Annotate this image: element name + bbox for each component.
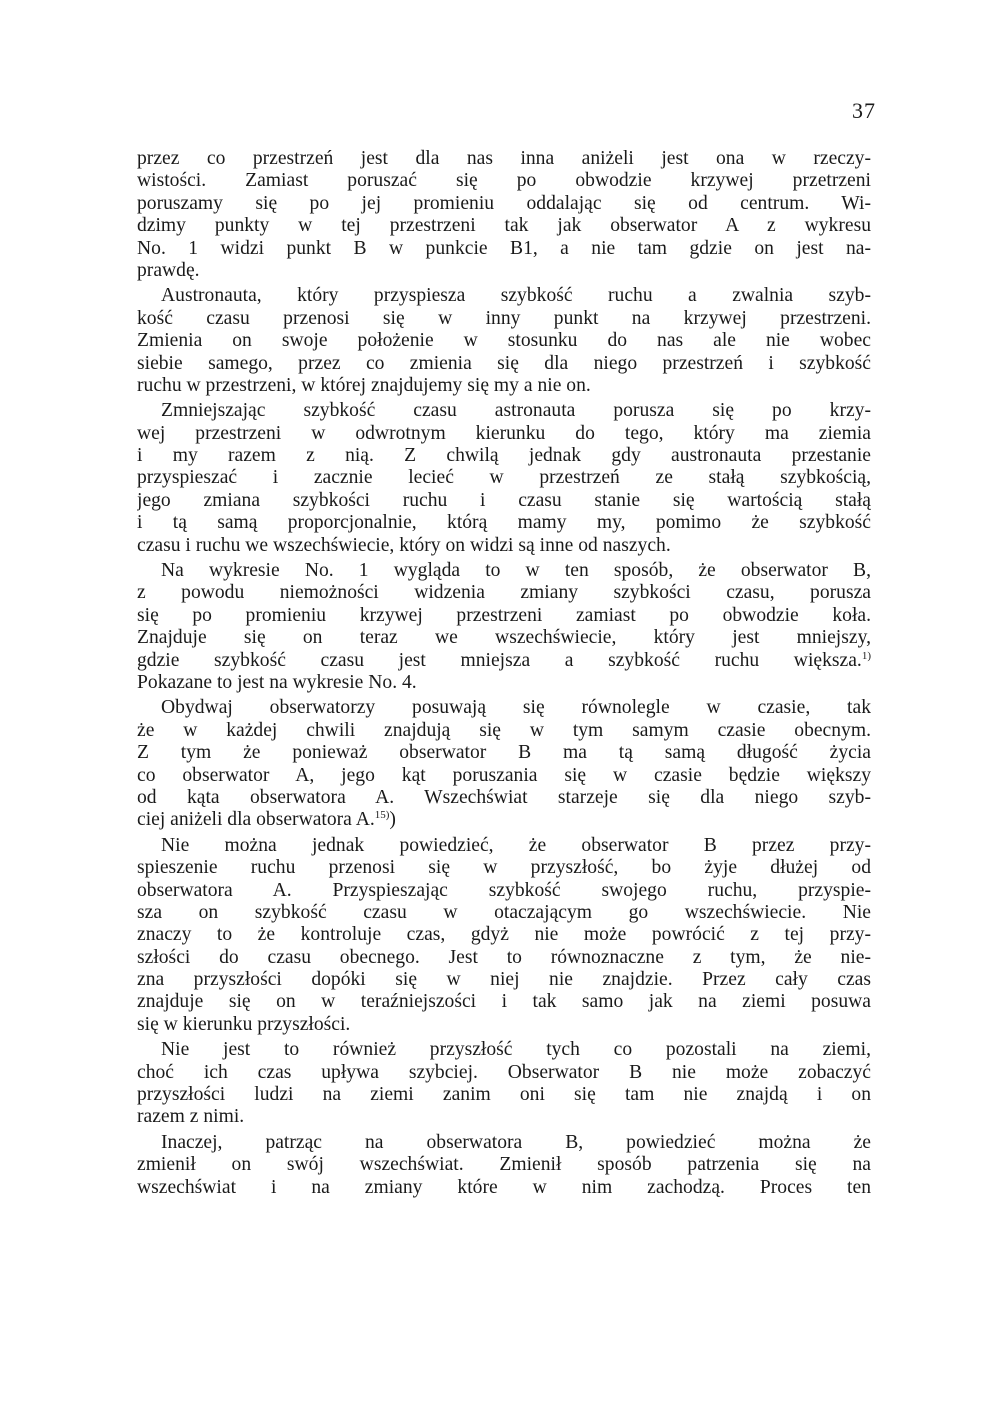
text-line — [137, 1106, 871, 1128]
text-line — [137, 1039, 871, 1061]
text-line-content: ciej aniżeli dla obserwatora A. — [137, 809, 375, 831]
text-line-content: Austronauta, który przyspiesza szybkość ruchu a zwalnia szyb- — [161, 285, 871, 307]
text-line — [137, 697, 871, 719]
text-line — [137, 924, 871, 946]
text-line — [137, 285, 871, 307]
text-line-content: jego zmiana szybkości ruchu i czasu stanie się wartością stałą — [137, 489, 871, 511]
text-line-content: spieszenie ruchu przenosi się w przyszłość, bo żyje dłużej od — [137, 857, 871, 879]
paragraph — [137, 1132, 871, 1199]
paragraph — [137, 560, 871, 694]
text-line — [137, 880, 871, 902]
text-line — [137, 330, 871, 352]
text-line — [137, 535, 871, 557]
body-text — [137, 148, 871, 1202]
text-line — [137, 238, 871, 260]
text-line-content: kość czasu przenosi się w inny punkt na krzywej przestrzeni. — [137, 307, 871, 329]
text-line-content: Zmniejszając szybkość czasu astronauta porusza się po krzy- — [161, 400, 871, 422]
text-line-content: Z tym że ponieważ obserwator B ma tą samą długość życia — [137, 742, 871, 764]
text-line — [137, 902, 871, 924]
text-line-content: siebie samego, przez co zmienia się dla niego przestrzeń i szybkość — [137, 352, 871, 374]
footnote-marker: 15) — [374, 809, 390, 822]
text-line — [137, 467, 871, 489]
text-line-content: prawdę. — [137, 259, 200, 281]
text-line-content: przez co przestrzeń jest dla nas inna aniżeli jest ona w rzeczy- — [137, 148, 871, 169]
text-line — [137, 512, 871, 534]
paragraph — [137, 1039, 871, 1129]
text-line — [137, 765, 871, 787]
text-line-content: Nie można jednak powiedzieć, że obserwator B przez przy- — [161, 834, 871, 856]
text-line-content: szłości do czasu obecnego. Jest to równoznaczne z tym, że nie- — [137, 946, 871, 968]
text-line-content: Obydwaj obserwatorzy posuwają się równolegle w czasie, tak — [161, 697, 871, 719]
text-line-content: sza on szybkość czasu w otaczającym go wszechświecie. Nie — [137, 901, 871, 923]
text-line — [137, 582, 871, 604]
text-line — [137, 835, 871, 857]
text-line — [137, 742, 871, 764]
text-line — [137, 193, 871, 215]
text-line-content: Pokazane to jest na wykresie No. 4. — [137, 671, 417, 693]
text-line — [137, 991, 871, 1013]
paragraph — [137, 835, 871, 1037]
text-line — [137, 375, 871, 397]
text-line-content: się po promieniu krzywej przestrzeni zamiast po obwodzie koła. — [137, 604, 871, 626]
text-line — [137, 672, 871, 694]
text-line-content: i my razem z nią. Z chwilą jednak gdy austronauta przestanie — [137, 445, 871, 467]
text-line-content: wej przestrzeni w odwrotnym kierunku do tego, który ma ziemia — [137, 422, 871, 444]
text-line-content: znaczy to że kontroluje czas, gdyż nie może powrócić z tej przy- — [137, 924, 871, 946]
text-line — [137, 423, 871, 445]
text-line — [137, 605, 871, 627]
paragraph — [137, 285, 871, 397]
text-line — [137, 1177, 871, 1199]
text-line-content: poruszamy się po jej promieniu oddalając się od centrum. Wi- — [137, 192, 871, 214]
text-line-content: razem z nimi. — [137, 1106, 245, 1128]
text-line-content: No. 1 widzi punkt B w punkcie B1, a nie tam gdzie on jest na- — [137, 237, 871, 259]
text-line — [137, 353, 871, 375]
paragraph — [137, 148, 871, 282]
text-line — [137, 260, 871, 282]
paragraph — [137, 400, 871, 557]
text-line-content: gdzie szybkość czasu jest mniejsza a szybkość ruchu większa. — [137, 649, 862, 671]
text-line-content: zna przyszłości dopóki się w niej nie znajdzie. Przez cały czas — [137, 969, 871, 991]
text-line-content: dzimy punkty w tej przestrzeni tak jak obserwator A z wykresu — [137, 215, 871, 237]
text-line-content: przyszłości ludzi na ziemi zanim oni się tam nie znajdą i on — [137, 1084, 871, 1106]
text-line — [137, 787, 871, 809]
text-line — [137, 857, 871, 879]
text-line — [137, 1084, 871, 1106]
text-line-content: Zmienia on swoje położenie w stosunku do nas ale nie wobec — [137, 330, 871, 352]
text-line-content: choć ich czas upływa szybciej. Obserwator B nie może zobaczyć — [137, 1061, 871, 1083]
text-line — [137, 560, 871, 582]
text-line — [137, 400, 871, 422]
text-line — [137, 148, 871, 170]
text-line-content: znajduje się on w teraźniejszości i tak samo jak na ziemi posuwa — [137, 991, 871, 1013]
text-line — [137, 1014, 871, 1036]
text-line-content: Nie jest to również przyszłość tych co pozostali na ziemi, — [161, 1039, 871, 1061]
text-line: ciej aniżeli dla obserwatora A.$^{15)}$) — [137, 809, 396, 831]
text-line — [137, 170, 871, 192]
text-line-content: że w każdej chwili znajdują się w tym samym czasie obecnym. — [137, 719, 871, 741]
text-line — [137, 650, 871, 672]
text-line-content: wistości. Zamiast poruszać się po obwodzie krzywej przetrzeni — [137, 170, 871, 192]
text-line — [137, 720, 871, 742]
text-line-content: od kąta obserwatora A. Wszechświat starzeje się dla niego szyb- — [137, 786, 871, 808]
text-line — [137, 1154, 871, 1176]
text-line-content: i tą samą proporcjonalnie, którą mamy my, pomimo że szybkość — [137, 512, 871, 534]
text-line-content: obserwatora A. Przyspieszając szybkość swojego ruchu, przyspie- — [137, 879, 871, 901]
text-line-content: Na wykresie No. 1 wygląda to w ten sposób, że obserwator B, — [161, 560, 871, 582]
text-line-content: przyspieszać i zacznie lecieć w przestrzeń ze stałą szybkością, — [137, 467, 871, 489]
text-line-content: wszechświat i na zmiany które w nim zachodzą. Proces ten — [137, 1176, 871, 1198]
text-line-content: Znajduje się on teraz we wszechświecie, który jest mniejszy, — [137, 627, 871, 649]
text-line-content: zmienił on swój wszechświat. Zmienił sposób patrzenia się na — [137, 1154, 871, 1176]
text-line-content: ruchu w przestrzeni, w której znajdujemy się my a nie on. — [137, 374, 591, 396]
text-line — [137, 308, 871, 330]
text-line — [137, 445, 871, 467]
footnote-marker: 1) — [861, 649, 871, 662]
text-line — [137, 215, 871, 237]
text-line — [137, 969, 871, 991]
text-line-content: Inaczej, patrząc na obserwatora B, powiedzieć można że — [161, 1131, 871, 1153]
paragraph — [137, 697, 871, 831]
text-line — [137, 1132, 871, 1154]
text-line — [137, 627, 871, 649]
text-line — [137, 490, 871, 512]
text-line — [137, 1062, 871, 1084]
text-line-content: z powodu niemożności widzenia zmiany szybkości czasu, porusza — [137, 582, 871, 604]
text-line-content: się w kierunku przyszłości. — [137, 1013, 351, 1035]
text-line — [137, 947, 871, 969]
text-line-content: co obserwator A, jego kąt poruszania się w czasie będzie większy — [137, 764, 871, 786]
page-number: 37 — [852, 98, 876, 123]
text-line-content: czasu i ruchu we wszechświecie, który on widzi są inne od naszych. — [137, 534, 671, 556]
